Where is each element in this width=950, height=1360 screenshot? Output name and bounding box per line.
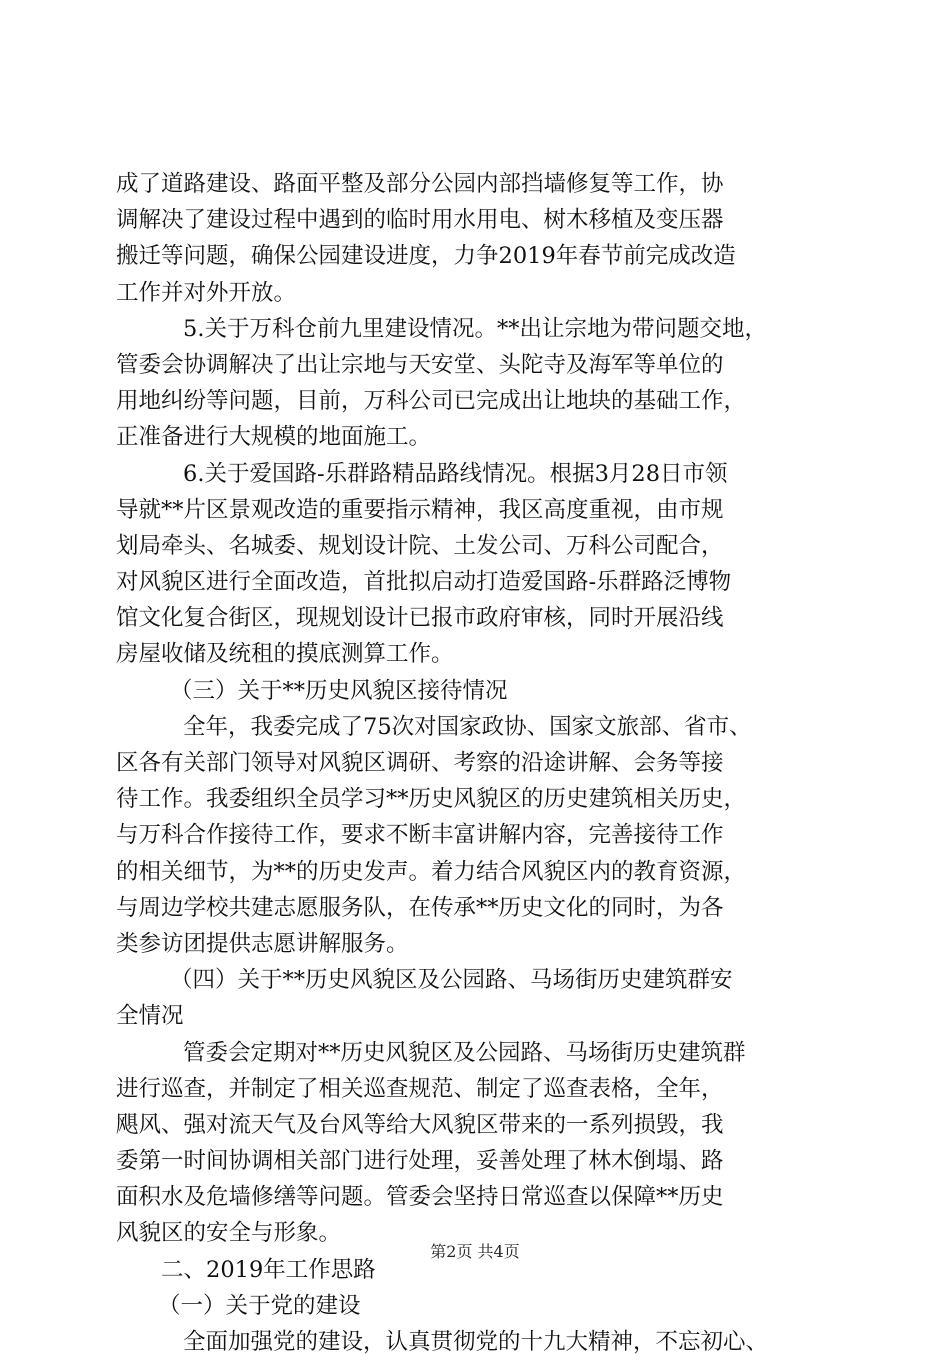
text-line: 正准备进行大规模的地面施工。: [116, 424, 432, 451]
text-line: 风貌区的安全与形象。: [116, 1220, 342, 1247]
text-line: 用地纠纷等问题，目前，万科公司已完成出让地块的基础工作，: [116, 388, 747, 415]
text-line: 对风貌区进行全面改造，首批拟启动打造爱国路-乐群路泛博物: [116, 569, 732, 596]
text-line: 委第一时间协调相关部门进行处理，妥善处理了林木倒塌、路: [116, 1148, 724, 1175]
text-line: 管委会协调解决了出让宗地与天安堂、头陀寺及海军等单位的: [116, 351, 724, 378]
text-line: 与万科合作接待工作，要求不断丰富讲解内容，完善接待工作: [116, 822, 724, 849]
text-line: 房屋收储及统租的摸底测算工作。: [116, 641, 454, 668]
text-line: 导就**片区景观改造的重要指示精神，我区高度重视，由市规: [116, 496, 724, 523]
text-line: 的相关细节，为**的历史发声。着力结合风貌区内的教育资源，: [116, 858, 747, 885]
section-heading: （四）关于**历史风貌区及公园路、马场街历史建筑群安: [170, 967, 733, 994]
text-line: 划局牵头、名城委、规划设计院、土发公司、万科公司配合，: [116, 532, 724, 559]
text-line: 面积水及危墙修缮等问题。管委会坚持日常巡查以保障**历史: [116, 1184, 724, 1211]
text-line: 与周边学校共建志愿服务队，在传承**历史文化的同时，为各: [116, 894, 724, 921]
paragraph-start-line: 6.关于爱国路-乐群路精品路线情况。根据3月28日市领: [183, 460, 728, 487]
paragraph-start-line: 全面加强党的建设，认真贯彻党的十九大精神，不忘初心、: [183, 1329, 769, 1355]
chapter-heading: 二、2019年工作思路: [161, 1256, 376, 1283]
text-line: 区各有关部门领导对风貌区调研、考察的沿途讲解、会务等接: [116, 750, 724, 776]
page-number-footer: 第2页 共4页: [430, 1242, 520, 1261]
section-heading: （一）关于党的建设: [158, 1292, 361, 1319]
text-line: 调解决了建设过程中遇到的临时用水用电、树木移植及变压器: [116, 207, 724, 234]
document-body: [116, 166, 856, 1360]
text-line: 进行巡查，并制定了相关巡查规范、制定了巡查表格，全年，: [116, 1075, 724, 1102]
text-line: 全情况: [116, 1003, 184, 1030]
text-line: 成了道路建设、路面平整及部分公园内部挡墙修复等工作，协: [116, 171, 724, 197]
paragraph-start-line: 5.关于万科仓前九里建设情况。**出让宗地为带问题交地，: [183, 315, 767, 342]
text-line: 工作并对外开放。: [116, 279, 297, 306]
paragraph-start-line: 管委会定期对**历史风貌区及公园路、马场街历史建筑群: [183, 1039, 746, 1066]
paragraph-start-line: 全年，我委完成了75次对国家政协、国家文旅部、省市、: [183, 713, 752, 740]
text-line: 搬迁等问题，确保公园建设进度，力争2019年春节前完成改造: [116, 243, 736, 270]
text-line: 飓风、强对流天气及台风等给大风貌区带来的一系列损毁，我: [116, 1111, 724, 1138]
text-line: 馆文化复合街区，现规划设计已报市政府审核，同时开展沿线: [116, 605, 724, 632]
text-line: 类参访团提供志愿讲解服务。: [116, 930, 409, 957]
section-heading: （三）关于**历史风貌区接待情况: [170, 677, 508, 704]
text-line: 待工作。我委组织全员学习**历史风貌区的历史建筑相关历史，: [116, 786, 747, 813]
